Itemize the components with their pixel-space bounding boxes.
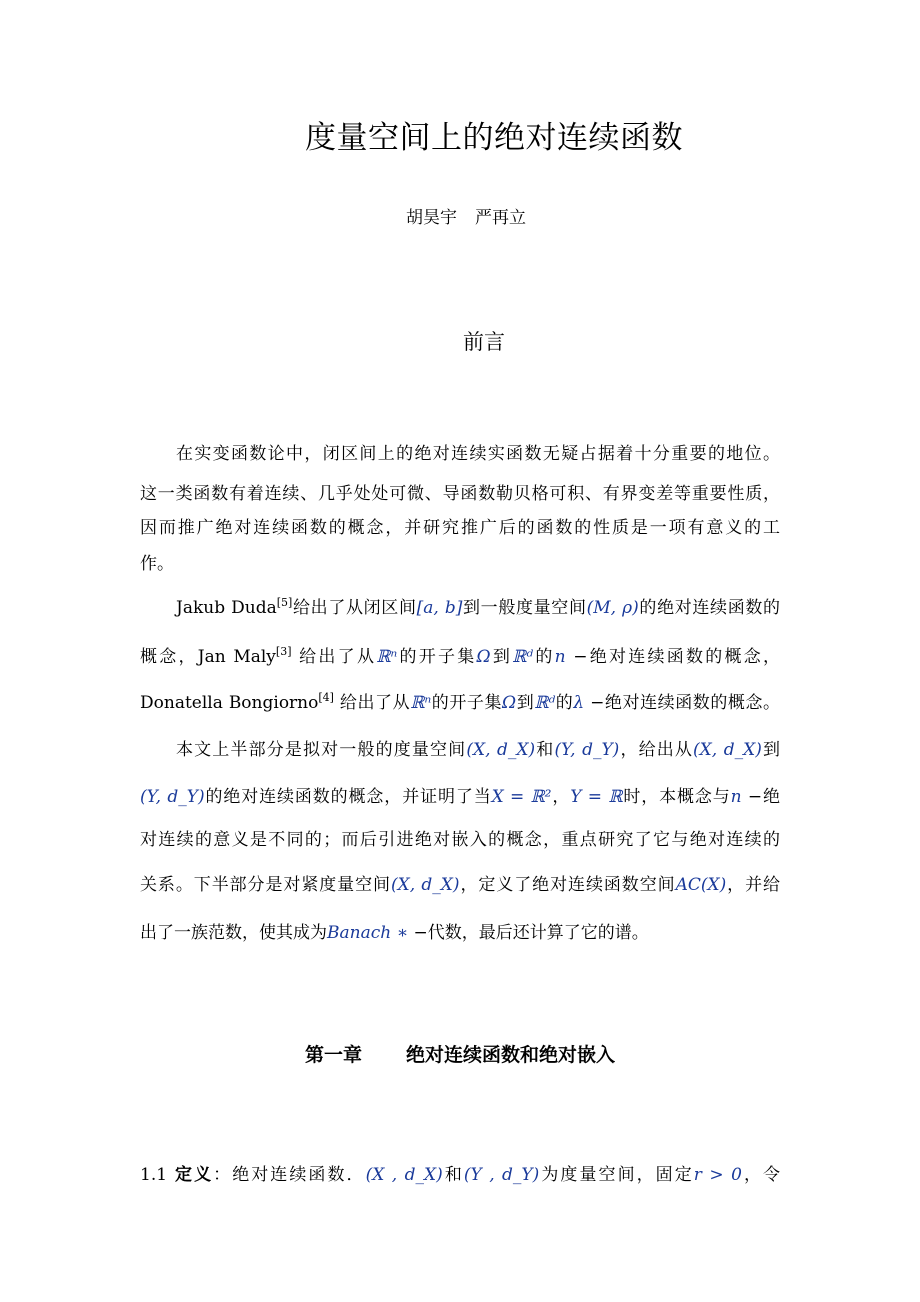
math-interval: [a, b] bbox=[416, 598, 463, 618]
chapter-number: 第一章 bbox=[304, 1044, 362, 1066]
paragraph-line bbox=[140, 645, 780, 669]
math-r: r > 0 bbox=[693, 1165, 742, 1185]
text-run: ，定义了绝对连续函数空间 bbox=[459, 875, 676, 895]
text-run: Donatella Bongiorno bbox=[140, 693, 319, 713]
text-run: ，令 bbox=[741, 1165, 781, 1185]
text-run: 的绝对连续函数的概念，并证明了当 bbox=[204, 787, 492, 807]
text-run: 到 bbox=[761, 740, 781, 760]
text-run: 的 bbox=[533, 647, 555, 667]
math-space-x: (X, d_X) bbox=[390, 875, 460, 895]
math-banach: Banach ∗ bbox=[327, 923, 409, 943]
chapter-title: 绝对连续函数和绝对嵌入 bbox=[406, 1044, 616, 1066]
text-run: 和 bbox=[442, 1165, 464, 1185]
text-run: 和 bbox=[535, 740, 555, 760]
paragraph-line: 因而推广绝对连续函数的概念，并研究推广后的函数的性质是一项有意义的工 bbox=[140, 518, 780, 538]
citation-ref[interactable]: [3] bbox=[275, 645, 292, 658]
math-x-eq: X = ℝ² bbox=[491, 787, 552, 807]
text-run: 关系。下半部分是对紧度量空间 bbox=[140, 875, 391, 895]
math-lambda: λ bbox=[573, 693, 585, 713]
paragraph-line bbox=[176, 596, 780, 620]
citation-ref[interactable]: [5] bbox=[276, 596, 293, 609]
text-run: 给出了从 bbox=[291, 647, 377, 667]
text-run: ， bbox=[551, 787, 571, 807]
paragraph-line bbox=[140, 691, 780, 715]
math-space-y: (Y, d_Y) bbox=[140, 787, 205, 807]
text-run: 到一般度量空间 bbox=[462, 598, 587, 618]
text-run: 到 bbox=[516, 693, 535, 713]
math-y-eq: Y = ℝ bbox=[570, 787, 623, 807]
math-space-x: (X, d_X) bbox=[466, 740, 536, 760]
paragraph-line: 这一类函数有着连续、几乎处处可微、导函数勒贝格可积、有界变差等重要性质， bbox=[140, 484, 780, 504]
math-rd: ℝᵈ bbox=[512, 647, 534, 667]
text-run: ：绝对连续函数． bbox=[213, 1165, 366, 1185]
text-run: −代数，最后还计算了它的谱。 bbox=[408, 923, 649, 943]
author-name: 胡昊宇 bbox=[406, 208, 457, 228]
page-title: 度量空间上的绝对连续函数 bbox=[305, 120, 683, 156]
definition-label: 定义 bbox=[167, 1165, 214, 1185]
paragraph-line bbox=[140, 921, 780, 945]
math-rd: ℝᵈ bbox=[534, 693, 556, 713]
text-run: ，给出从 bbox=[619, 740, 694, 760]
text-run: 到 bbox=[490, 647, 513, 667]
math-rn: ℝⁿ bbox=[410, 693, 432, 713]
math-space-x: (X, d_X) bbox=[693, 740, 762, 760]
text-run: 本文上半部分是拟对一般的度量空间 bbox=[176, 740, 467, 760]
citation-ref[interactable]: [4] bbox=[318, 691, 334, 704]
paragraph-line: 在实变函数论中，闭区间上的绝对连续实函数无疑占据着十分重要的地位。 bbox=[176, 444, 780, 464]
math-rn: ℝⁿ bbox=[376, 647, 398, 667]
text-run: Jakub Duda bbox=[176, 598, 277, 618]
paragraph-line bbox=[140, 785, 780, 809]
text-run: 的开子集 bbox=[397, 647, 477, 667]
text-run: 给出了从 bbox=[333, 693, 411, 713]
text-run: −绝 bbox=[741, 787, 781, 807]
math-acx: AC(X) bbox=[675, 875, 727, 895]
math-space: (M, ρ) bbox=[586, 598, 639, 618]
math-space-y: (Y, d_Y) bbox=[554, 740, 620, 760]
paragraph-line: 对连续的意义是不同的；而后引进绝对嵌入的概念，重点研究了它与绝对连续的 bbox=[140, 830, 780, 850]
preface-heading: 前言 bbox=[463, 330, 505, 354]
math-n: n bbox=[554, 647, 566, 667]
text-run: 为度量空间，固定 bbox=[539, 1165, 694, 1185]
text-run: −绝对连续函数的概念， bbox=[565, 647, 781, 667]
definition-number: 1.1 bbox=[140, 1165, 168, 1185]
text-run: 的绝对连续函数的 bbox=[638, 598, 781, 618]
math-n: n bbox=[730, 787, 742, 807]
text-run: −绝对连续函数的概念。 bbox=[584, 693, 781, 713]
paragraph-line bbox=[140, 873, 780, 897]
definition-line bbox=[140, 1163, 780, 1187]
paragraph-line: 作。 bbox=[140, 554, 174, 574]
paragraph-line bbox=[176, 738, 780, 762]
text-run: ，并给 bbox=[726, 875, 781, 895]
text-run: 出了一族范数，使其成为 bbox=[140, 923, 327, 943]
authors bbox=[0, 203, 920, 228]
chapter-heading bbox=[0, 1040, 920, 1067]
text-run: 的 bbox=[555, 693, 574, 713]
math-space-y: (Y , d_Y) bbox=[463, 1165, 540, 1185]
math-omega: Ω bbox=[476, 647, 491, 667]
text-run: 概念，Jan Maly bbox=[140, 647, 276, 667]
text-run: 给出了从闭区间 bbox=[292, 598, 417, 618]
author-name: 严再立 bbox=[475, 208, 526, 228]
text-run: 的开子集 bbox=[431, 693, 503, 713]
math-space-x: (X , d_X) bbox=[365, 1165, 443, 1185]
math-omega: Ω bbox=[502, 693, 517, 713]
text-run: 时，本概念与 bbox=[622, 787, 731, 807]
